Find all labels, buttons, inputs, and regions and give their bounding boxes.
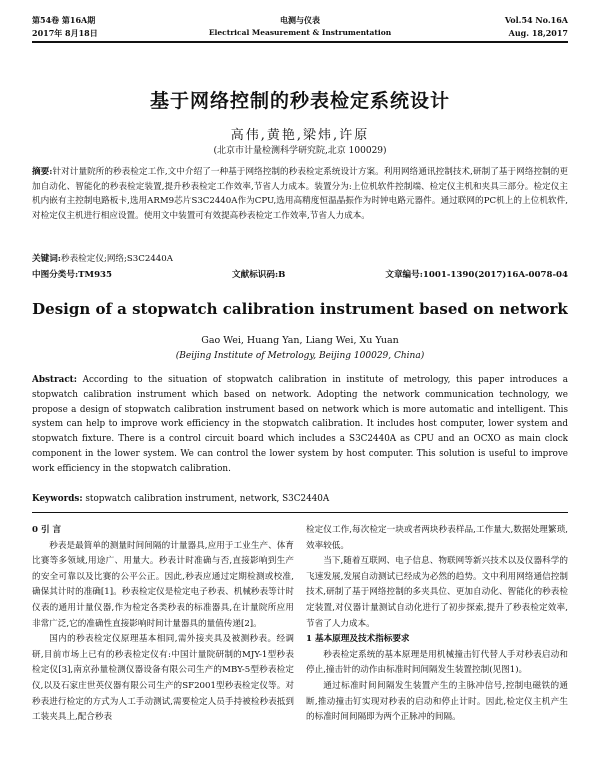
body-right-column [306, 523, 568, 726]
document-code [232, 268, 285, 280]
keywords-en-text: stopwatch calibration instrument, network, S3C2440A [85, 494, 330, 504]
keywords-en-label: Keywords: [32, 494, 83, 504]
affiliation-en: (Beijing Institute of Metrology, Beijing 100029, China) [175, 351, 425, 361]
authors-en: Gao Wei, Huang Yan, Liang Wei, Xu Yuan [201, 335, 399, 346]
title-en: Design of a stopwatch calibration instrument based on network [32, 300, 568, 318]
doc-value: B [278, 270, 286, 280]
abstract-cn [32, 165, 568, 223]
header-volume-cn: 第54卷 第16A期 [32, 15, 96, 25]
header-date-cn: 2017年 8月18日 [32, 28, 98, 38]
keywords-cn [32, 252, 568, 267]
title-cn: 基于网络控制的秒表检定系统设计 [149, 90, 450, 112]
header-rule [32, 41, 568, 43]
article-value: 1001-1390(2017)16A-0078-04 [422, 270, 568, 280]
abstract-divider [32, 512, 568, 513]
right-paragraph-3: 秒表检定系统的基本原理是用机械撞击钉代替人手对秒表启动和停止,撞击针的动作由标准时间间隔发生装置控制(见图1)。 [306, 649, 568, 676]
clc-label: 中图分类号: [32, 270, 79, 280]
clc-value: TM935 [78, 270, 113, 280]
left-paragraph-1: 秒表是最简单的测量时间间隔的计量器具,应用于工业生产、体育比赛等多领域,用途广、用量大。秒表计时准确与否,直接影响到生产的安全可靠以及比赛的公平公正。因此,秒表应通过定期检测或校准,确保其计时的准确[1]。秒表检定仪是检定电子秒表、机械秒表等计时仪表的通用计量仪器,作为检定各类秒表的标准器具,在计量院所应用非常广泛,它的准确性直接影响时间计量器具的量值传递[2]。 [32, 540, 294, 629]
abstract-en [32, 373, 568, 477]
doc-label: 文献标识码: [232, 270, 279, 280]
affiliation-cn: (北京市计量检测科学研究院,北京 100029) [213, 146, 387, 156]
right-paragraph-1: 检定仪工作,每次检定一块或者两块秒表样品,工作量大,数据处理繁琐,效率较低。 [306, 525, 568, 551]
article-number [370, 268, 568, 280]
keywords-cn-text: 秒表检定仪;网络;S3C2440A [60, 254, 173, 264]
left-paragraph-2: 国内的秒表检定仪原理基本相同,需外接夹具及被测秒表。经调研,目前市场上已有的秒表检定仪有:中国计量院研制的MJY-1型秒表检定仪[3],南京孙量检测仪器设备有限公司生产的MBY-5型秒表检定仪,以及石家庄世英仪器有限公司生产的SF2001型秒表检定仪等。对秒表进行检定的方式为人工手动测试,需要检定人员手持被检秒表抵到工装夹具上,配合秒表 [32, 634, 294, 723]
header-volume-en: Vol.54 No.16A [504, 15, 568, 25]
keywords-en [32, 492, 568, 507]
header-journal-en: Electrical Measurement & Instrumentation [208, 28, 392, 37]
body-left-column [32, 523, 294, 726]
clc-number [32, 268, 112, 280]
header-journal-cn: 电测与仪表 [280, 15, 320, 25]
abstract-cn-text: 针对计量院所的秒表检定工作,文中介绍了一种基于网络控制的秒表检定系统设计方案。利用网络通讯控制技术,研制了基于网络控制的更加自动化、智能化的秒表检定装置,提升秒表检定工作效率,节省人力成本。装置分为:上位机软件控制端、检定仪主机和夹具三部分。检定仪主机内嵌有主控制电路板卡,选用ARM9芯片S3C2440A作为CPU,选用高精度恒温晶振作为时钟电路元器件。通过联网的PC机上的上位机软件,对检定仪主机进行相应设置。使用文中装置可有效提高秒表检定工作效率,节省人力成本。 [32, 167, 568, 221]
section-0-heading: 0 引 言 [32, 525, 62, 535]
article-label: 文章编号: [385, 270, 423, 280]
right-paragraph-4: 通过标准时间间隔发生装置产生的主脉冲信号,控制电磁铁的通断,推动撞击钉实现对秒表的启动和停止计时。因此,检定仪主机产生的标准时间间隔即为两个正脉冲的间隔。 [306, 680, 568, 723]
keywords-cn-label: 关键词: [32, 254, 61, 264]
right-paragraph-2: 当下,随着互联网、电子信息、物联网等新兴技术以及仪器科学的飞速发展,发展自动测试已经成为必然的趋势。文中利用网络通信控制技术,研制了基于网络控制的多夹具位、更加自动化、智能化的秒表检定装置,对仪器计量测试自动化进行了初步探索,提升了秒表检定效率,节省了人力成本。 [306, 556, 568, 629]
authors-cn: 高伟,黄艳,梁炜,许原 [230, 128, 370, 143]
abstract-cn-label: 摘要: [32, 167, 53, 177]
section-1-heading: 1 基本原理及技术指标要求 [306, 634, 410, 645]
header-date-en: Aug. 18,2017 [508, 28, 568, 38]
abstract-en-text: According to the situation of stopwatch calibration in institute of metrology, this paper introduces a stopwatch calibration instrument which based on network. Adopting the network communication technology, we propose a design of stopwatch calibration instrument based on network which is more automatic and intelligent. This system can help to improve work efficiency in the stopwatch calibration. It includes host computer, lower system and stopwatch fixture. There is a control circuit board which includes a S3C2440A as CPU and an OCXO as main clock component in the lower system. We can control the lower system by host computer. This solution is useful to improve work efficiency in the stopwatch calibration. [32, 375, 568, 474]
abstract-en-label: Abstract: [32, 375, 77, 385]
